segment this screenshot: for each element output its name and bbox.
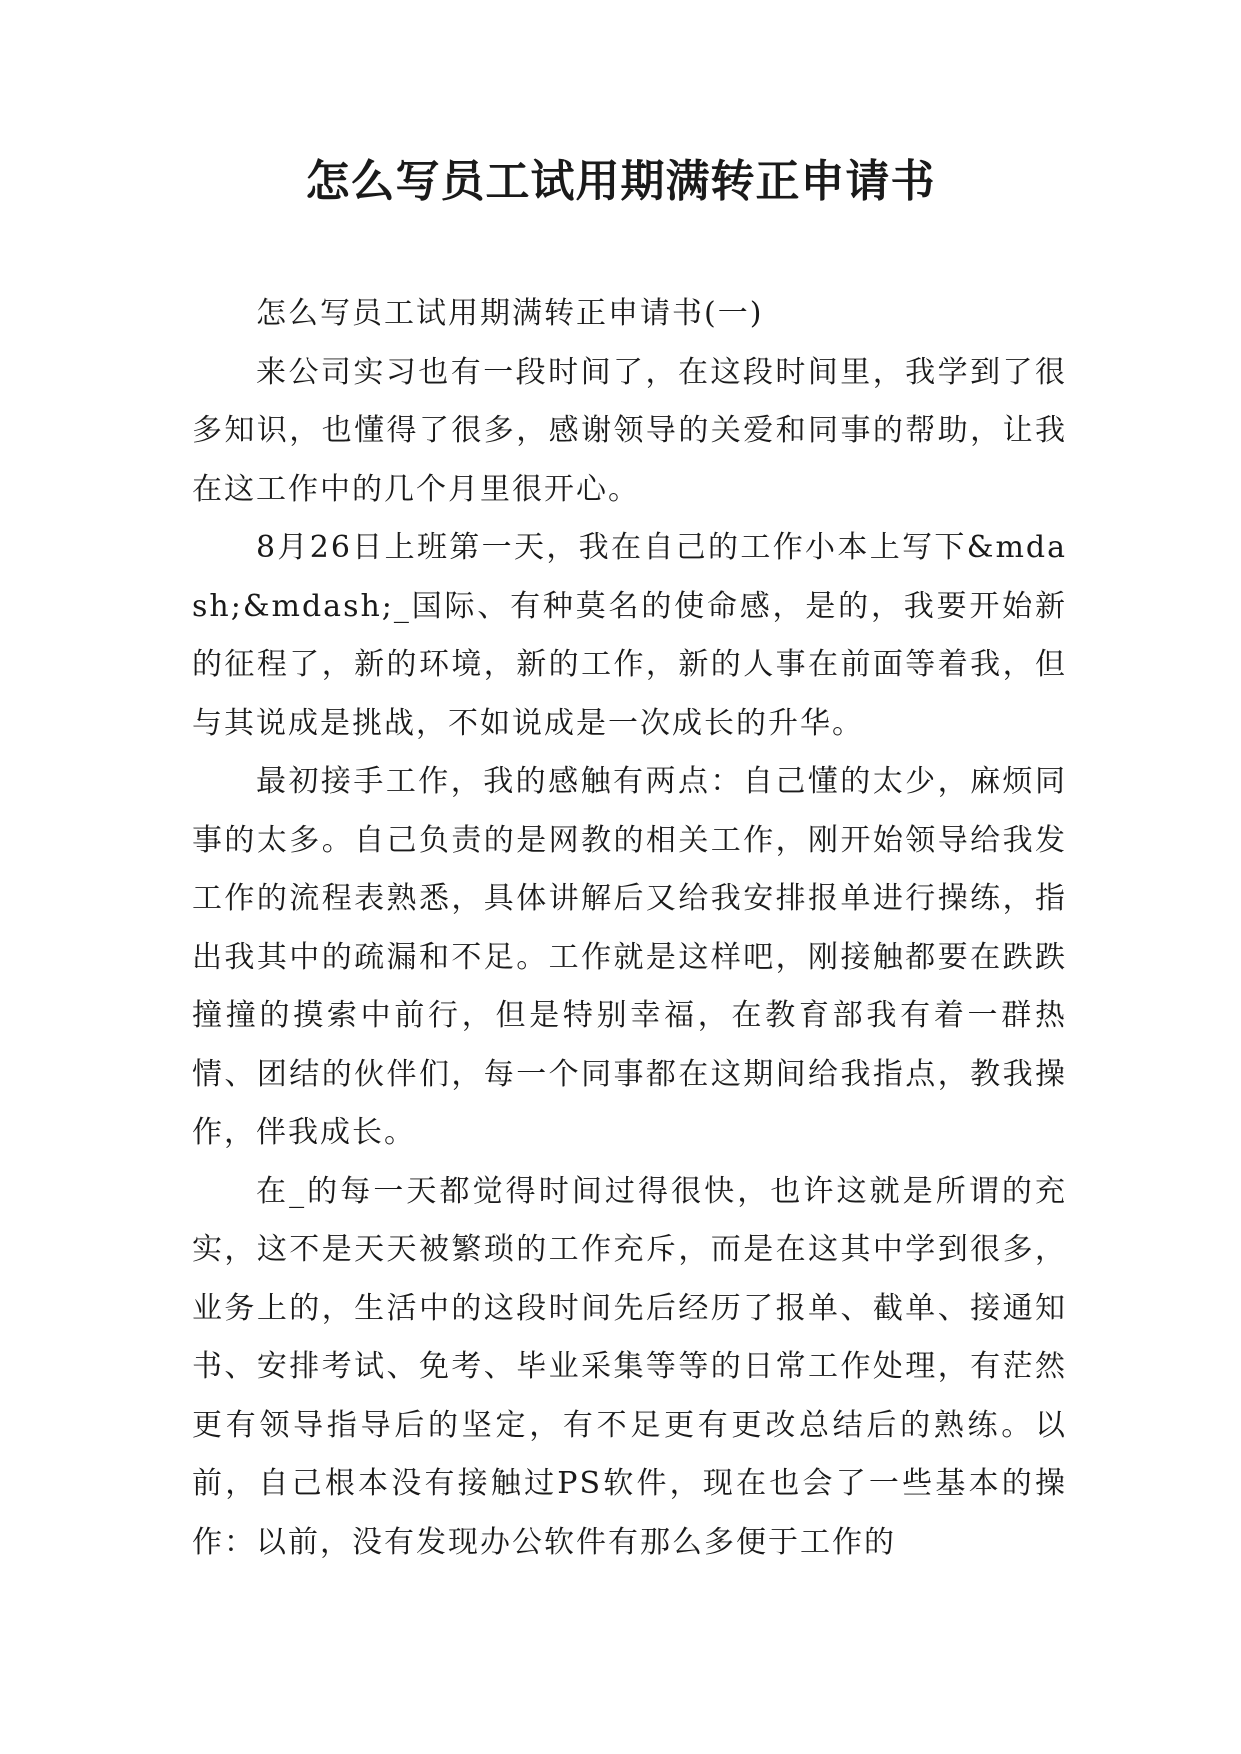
document-title: 怎么写员工试用期满转正申请书: [305, 156, 936, 207]
paragraph-daily-work: 在_的每一天都觉得时间过得很快，也许这就是所谓的充实，这不是天天被繁琐的工作充斥，而是在这其中学到很多，业务上的，生活中的这段时间先后经历了报单、截单、接通知书、安排考试、免考、毕业采集等等的日常工作处理，有茫然更有领导指导后的坚定，有不足更有更改总结后的熟练。以前，自己根本没有接触过PS软件，现在也会了一些基本的操作：以前，没有发现办公软件有那么多便于工作的: [192, 1173, 1067, 1560]
paragraph-subtitle: 怎么写员工试用期满转正申请书(一): [256, 296, 764, 331]
paragraph-first-day: 8月26日上班第一天，我在自己的工作小本上写下&mdash;&mdash;_国际、有种莫名的使命感，是的，我要开始新的征程了，新的环境，新的工作，新的人事在前面等着我，但与其说成是挑战，不如说成是一次成长的升华。: [192, 530, 1067, 741]
document-body: [192, 285, 1067, 1572]
paragraph-intro: 来公司实习也有一段时间了，在这段时间里，我学到了很多知识，也懂得了很多，感谢领导的关爱和同事的帮助，让我在这工作中的几个月里很开心。: [192, 354, 1067, 507]
paragraph-first-work: 最初接手工作，我的感触有两点：自己懂的太少，麻烦同事的太多。自己负责的是网教的相关工作，刚开始领导给我发工作的流程表熟悉，具体讲解后又给我安排报单进行操练，指出我其中的疏漏和不足。工作就是这样吧，刚接触都要在跌跌撞撞的摸索中前行，但是特别幸福，在教育部我有着一群热情、团结的伙伴们，每一个同事都在这期间给我指点，教我操作，伴我成长。: [192, 764, 1067, 1150]
